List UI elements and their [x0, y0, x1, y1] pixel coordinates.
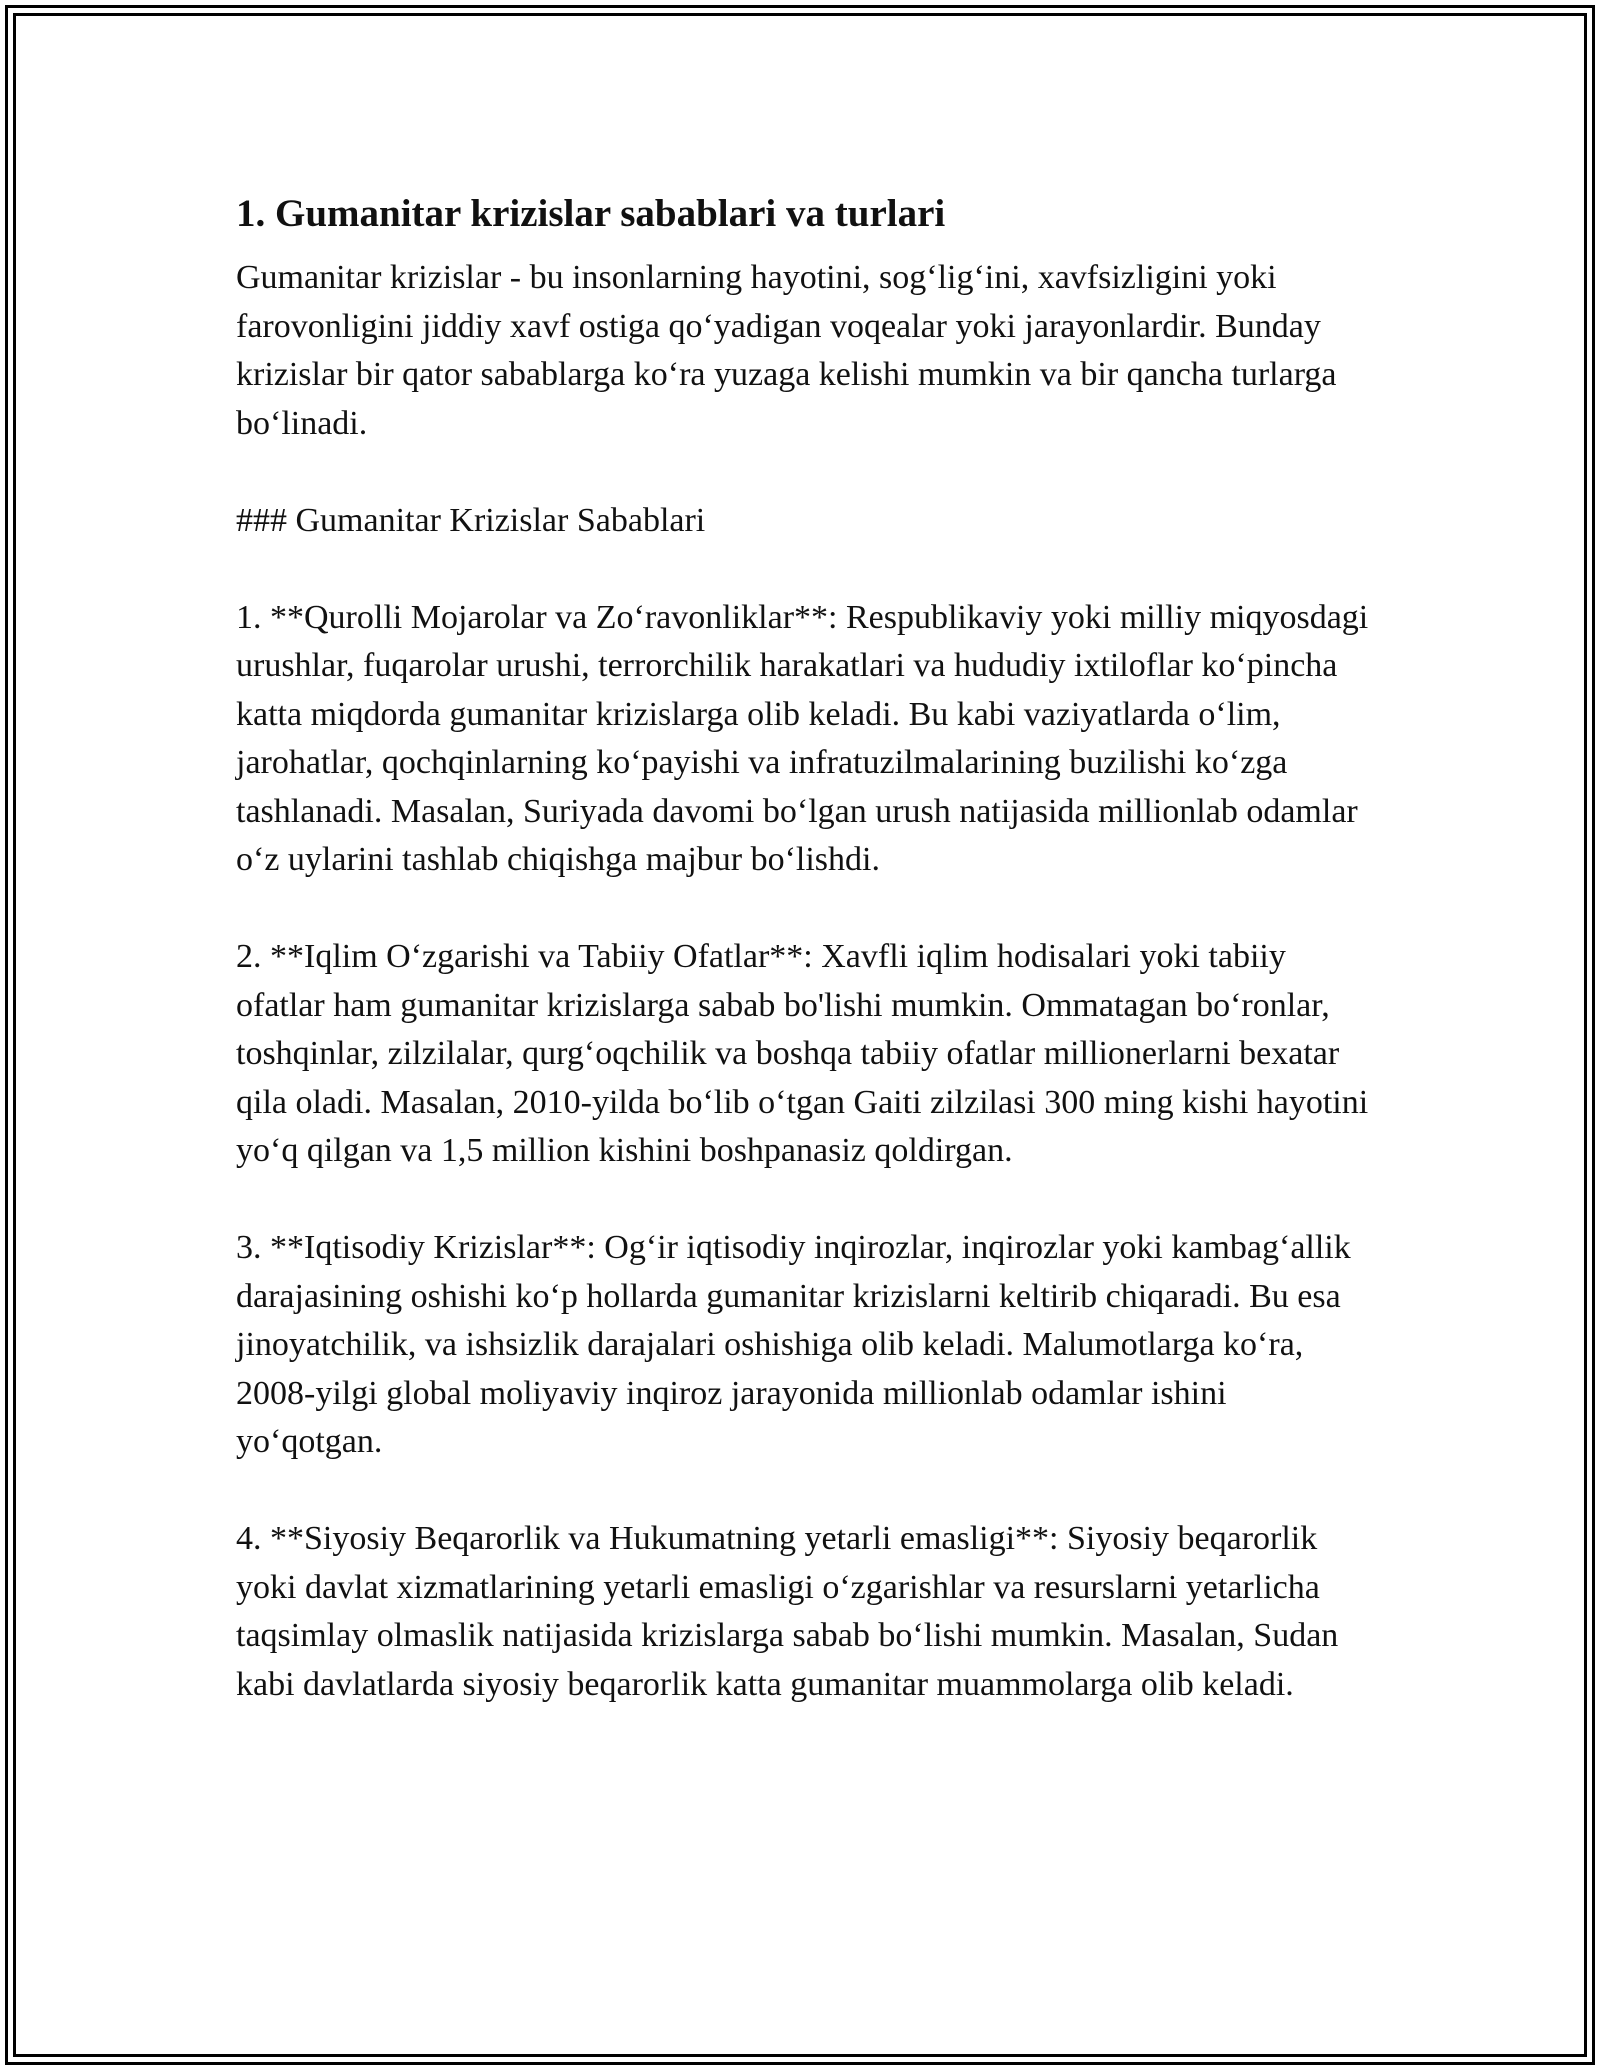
document-body — [236, 186, 1376, 1758]
section-heading: ### Gumanitar Krizislar Sabablari — [236, 501, 706, 539]
list-item-1: 1. **Qurolli Mojarolar va Zo‘ravonliklar**: Respublikaviy yoki milliy miqyosdagi urushlar, fuqarolar urushi, terrorchilik harakatlari va hududiy ixtiloflar ko‘pincha katta miqdorda gumanitar krizislarga olib keladi. Bu kabi vaziyatlarda o‘lim, jarohatlar, qochqinlarning ko‘payishi va infratuzilmalarining buzilishi ko‘zga tashlanadi. Masalan, Suriyada davomi bo‘lgan urush natijasida millionlab odamlar o‘z uylarini tashlab chiqishga majbur bo‘lishdi. — [236, 598, 1369, 878]
intro-paragraph: Gumanitar krizislar - bu insonlarning hayotini, sog‘lig‘ini, xavfsizligini yoki farovonligini jiddiy xavf ostiga qo‘yadigan voqealar yoki jarayonlardir. Bunday krizislar bir qator sabablarga ko‘ra yuzaga kelishi mumkin va bir qancha turlarga bo‘linadi. — [236, 259, 1337, 442]
list-item-3: 3. **Iqtisodiy Krizislar**: Og‘ir iqtisodiy inqirozlar, inqirozlar yoki kambag‘allik darajasining oshishi ko‘p hollarda gumanitar krizislarni keltirib chiqaradi. Bu esa jinoyatchilik, va ishsizlik darajalari oshishiga olib keladi. Malumotlarga ko‘ra, 2008-yilgi global moliyaviy inqiroz jarayonida millionlab odamlar ishini yo‘qotgan. — [236, 1229, 1351, 1460]
list-item-2: 2. **Iqlim O‘zgarishi va Tabiiy Ofatlar**: Xavfli iqlim hodisalari yoki tabiiy ofatlar ham gumanitar krizislarga sabab bo'lishi mumkin. Ommatagan bo‘ronlar, toshqinlar, zilzilalar, qurg‘oqchilik va boshqa tabiiy ofatlar millionerlarni bexatar qila oladi. Masalan, 2010-yilda bo‘lib o‘tgan Gaiti zilzilasi 300 ming kishi hayotini yo‘q qilgan va 1,5 million kishini boshpanasiz qoldirgan. — [236, 938, 1369, 1169]
list-item-4: 4. **Siyosiy Beqarorlik va Hukumatning yetarli emasligi**: Siyosiy beqarorlik yoki davlat xizmatlarining yetarli emasligi o‘zgarishlar va resurslarni yetarlicha taqsimlay olmaslik natijasida krizislarga sabab bo‘lishi mumkin. Masalan, Sudan kabi davlatlarda siyosiy beqarorlik katta gumanitar muammolarga olib keladi. — [236, 1520, 1339, 1703]
document-title: 1. Gumanitar krizislar sabablari va turlari — [236, 192, 946, 235]
